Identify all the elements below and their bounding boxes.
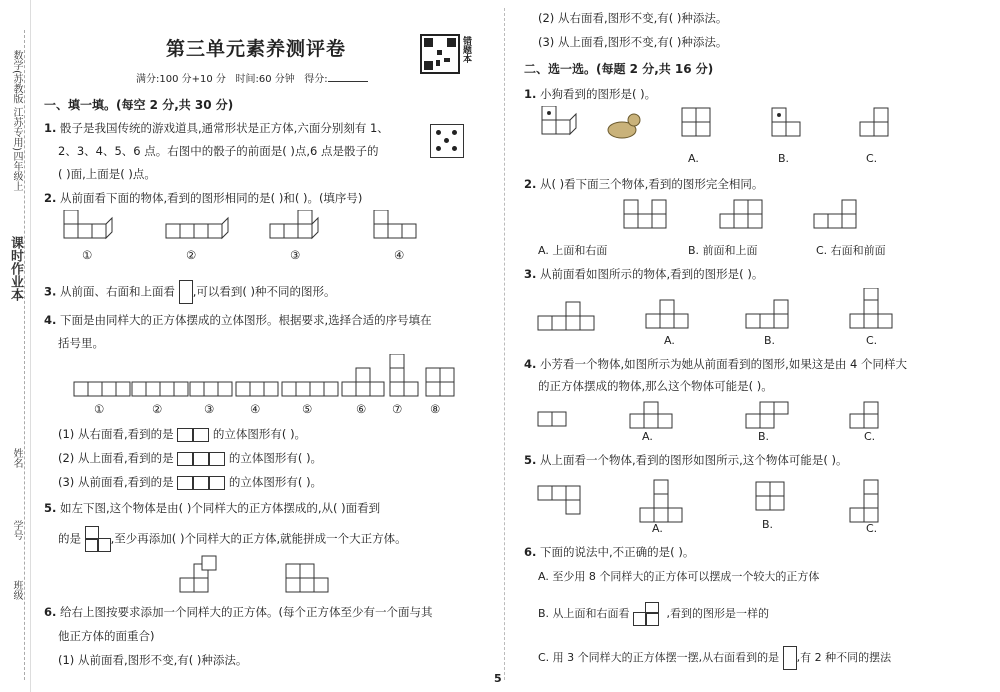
name-field-label: 姓名 xyxy=(11,448,22,468)
q4-label-1: ① xyxy=(94,402,105,416)
q2-text: 2. 从前面看下面的物体,看到的图形相同的是( )和( )。(填序号) xyxy=(44,191,363,205)
s2q4-line1: 4. 小芳看一个物体,如图所示为她从前面看到的图形,如果这是由 4 个同样大 xyxy=(524,357,907,371)
q4-label-8: ⑧ xyxy=(430,402,441,416)
s2q1-opt-c[interactable]: C. xyxy=(866,152,878,165)
s2q3-opt-b[interactable]: B. xyxy=(764,334,776,347)
dice-icon xyxy=(430,124,464,158)
q3-cube-icon xyxy=(179,280,193,304)
s2q6-opt-c[interactable]: C. 用 3 个同样大的正方体摆一摆,从右面看到的是 ,有 2 种不同的摆法 xyxy=(538,646,891,670)
section1-heading: 一、填一填。(每空 2 分,共 30 分) xyxy=(44,98,234,112)
q6-line1: 6. 给右上图按要求添加一个同样大的正方体。(每个正方体至少有一个面与其 xyxy=(44,605,433,619)
q2-label-2: ② xyxy=(186,248,197,262)
q5-view-icon xyxy=(85,526,111,552)
score-label: 得分: xyxy=(304,74,328,85)
s2q5-opt-a[interactable]: A. xyxy=(652,522,663,535)
q2-figure-2 xyxy=(166,218,228,238)
edition-label: 数学(苏教版 江苏专用)四年级上 xyxy=(11,50,22,191)
right-column xyxy=(518,0,988,692)
q5-line1: 5. 如左下图,这个物体是由( )个同样大的正方体摆成的,从( )面看到 xyxy=(44,501,381,515)
q4-figures xyxy=(72,354,492,404)
q2-label-4: ④ xyxy=(394,248,405,262)
s2q5-opt-b[interactable]: B. xyxy=(762,518,774,531)
s2q5-text: 5. 从上面看一个物体,看到的图形如图所示,这个物体可能是( )。 xyxy=(524,453,848,467)
s2q6-opt-a[interactable]: A. 至少用 8 个同样大的正方体可以摆成一个较大的正方体 xyxy=(538,570,820,583)
s2q6-cube-icon xyxy=(633,602,663,626)
s2q3-opt-a[interactable]: A. xyxy=(664,334,675,347)
q4-line1: 4. 下面是由同样大的正方体摆成的立体图形。根据要求,选择合适的序号填在 xyxy=(44,313,432,327)
q4-label-4: ④ xyxy=(250,402,261,416)
s2q5-figures xyxy=(534,472,914,528)
q4-sub1: (1) 从右面看,看到的是 的立体图形有( )。 xyxy=(58,427,307,441)
q4-line2: 括号里。 xyxy=(58,336,104,350)
q1-line1: 1. 骰子是我国传统的游戏道具,通常形状是正方体,六面分别刻有 1、 xyxy=(44,121,389,135)
q2-label-1: ① xyxy=(82,248,93,262)
q6-sub2: (2) 从右面看,图形不变,有( )种添法。 xyxy=(538,11,728,25)
s2q5-opt-c[interactable]: C. xyxy=(866,522,878,535)
exam-info xyxy=(136,70,368,85)
q6-sub1: (1) 从前面看,图形不变,有( )种添法。 xyxy=(58,653,248,667)
s2q6-opt-b[interactable]: B. 从上面和右面看 ,看到的图形是一样的 xyxy=(538,602,769,626)
s2q1-figures xyxy=(534,106,894,156)
s2q4-line2: 的正方体摆成的物体,那么这个物体可能是( )。 xyxy=(538,379,773,393)
q2-figure-1 xyxy=(64,210,112,238)
s2q3-opt-c[interactable]: C. xyxy=(866,334,878,347)
s2q3-text: 3. 从前面看如图所示的物体,看到的图形是( )。 xyxy=(524,267,764,281)
time-limit: 时间:60 分钟 xyxy=(235,74,295,85)
class-field-label: 班级 xyxy=(11,580,22,600)
q5-line2: 的是 ,至少再添加( )个同样大的正方体,就能拼成一个大正方体。 xyxy=(58,526,407,552)
s2q4-opt-a[interactable]: A. xyxy=(642,430,653,443)
s2q4-opt-c[interactable]: C. xyxy=(864,430,876,443)
q2-figure-4 xyxy=(374,210,416,238)
s2q1-opt-b[interactable]: B. xyxy=(778,152,790,165)
s2q6-view-icon xyxy=(783,646,797,670)
page-title: 第三单元素养测评卷 xyxy=(166,38,347,60)
s2q4-opt-b[interactable]: B. xyxy=(758,430,770,443)
qr-code-icon xyxy=(420,34,460,74)
q2-label-3: ③ xyxy=(290,248,301,262)
s2q6-text: 6. 下面的说法中,不正确的是( )。 xyxy=(524,545,695,559)
q2-figure-3 xyxy=(270,210,318,238)
q4-label-6: ⑥ xyxy=(356,402,367,416)
s2q1-text: 1. 小狗看到的图形是( )。 xyxy=(524,87,657,101)
s2q4-figures xyxy=(534,400,914,434)
s2q1-opt-a[interactable]: A. xyxy=(688,152,699,165)
cut-line xyxy=(24,30,25,680)
section2-heading: 二、选一选。(每题 2 分,共 16 分) xyxy=(524,62,714,76)
q4-label-2: ② xyxy=(152,402,163,416)
q5-figures xyxy=(176,552,376,600)
page-number: 5 xyxy=(494,672,502,685)
q1-line3: ( )面,上面是( )点。 xyxy=(58,167,156,181)
q4-sub3: (3) 从前面看,看到的是 的立体图形有( )。 xyxy=(58,475,323,489)
column-divider xyxy=(504,8,505,680)
q3-text: 3. 从前面、右面和上面看 ,可以看到( )种不同的图形。 xyxy=(44,280,335,304)
qr-label: 错题本 xyxy=(461,36,471,63)
s2q3-figures xyxy=(534,288,914,338)
q6-line2: 他正方体的面重合) xyxy=(58,629,155,643)
binding-spine xyxy=(0,0,31,692)
student-number-field-label: 学号 xyxy=(11,520,22,540)
q6-sub3: (3) 从上面看,图形不变,有( )种添法。 xyxy=(538,35,728,49)
q4-sub2: (2) 从上面看,看到的是 的立体图形有( )。 xyxy=(58,451,323,465)
s2q2-opt-b[interactable]: B. 前面和上面 xyxy=(688,244,758,257)
full-marks: 满分:100 分+10 分 xyxy=(136,74,226,85)
book-title: 课时作业本 xyxy=(8,236,23,301)
q4-label-3: ③ xyxy=(204,402,215,416)
s2q2-opt-c[interactable]: C. 右面和前面 xyxy=(816,244,886,257)
q4-label-5: ⑤ xyxy=(302,402,313,416)
s2q2-opt-a[interactable]: A. 上面和右面 xyxy=(538,244,608,257)
left-column xyxy=(36,0,492,692)
score-blank[interactable] xyxy=(328,81,368,82)
q2-figures xyxy=(56,210,476,262)
s2q2-figures xyxy=(614,196,874,236)
dog-icon xyxy=(608,114,640,138)
q4-label-7: ⑦ xyxy=(392,402,403,416)
s2q2-text: 2. 从( )看下面三个物体,看到的图形完全相同。 xyxy=(524,177,764,191)
q1-line2: 2、3、4、5、6 点。右图中的骰子的前面是( )点,6 点是骰子的 xyxy=(58,144,379,158)
